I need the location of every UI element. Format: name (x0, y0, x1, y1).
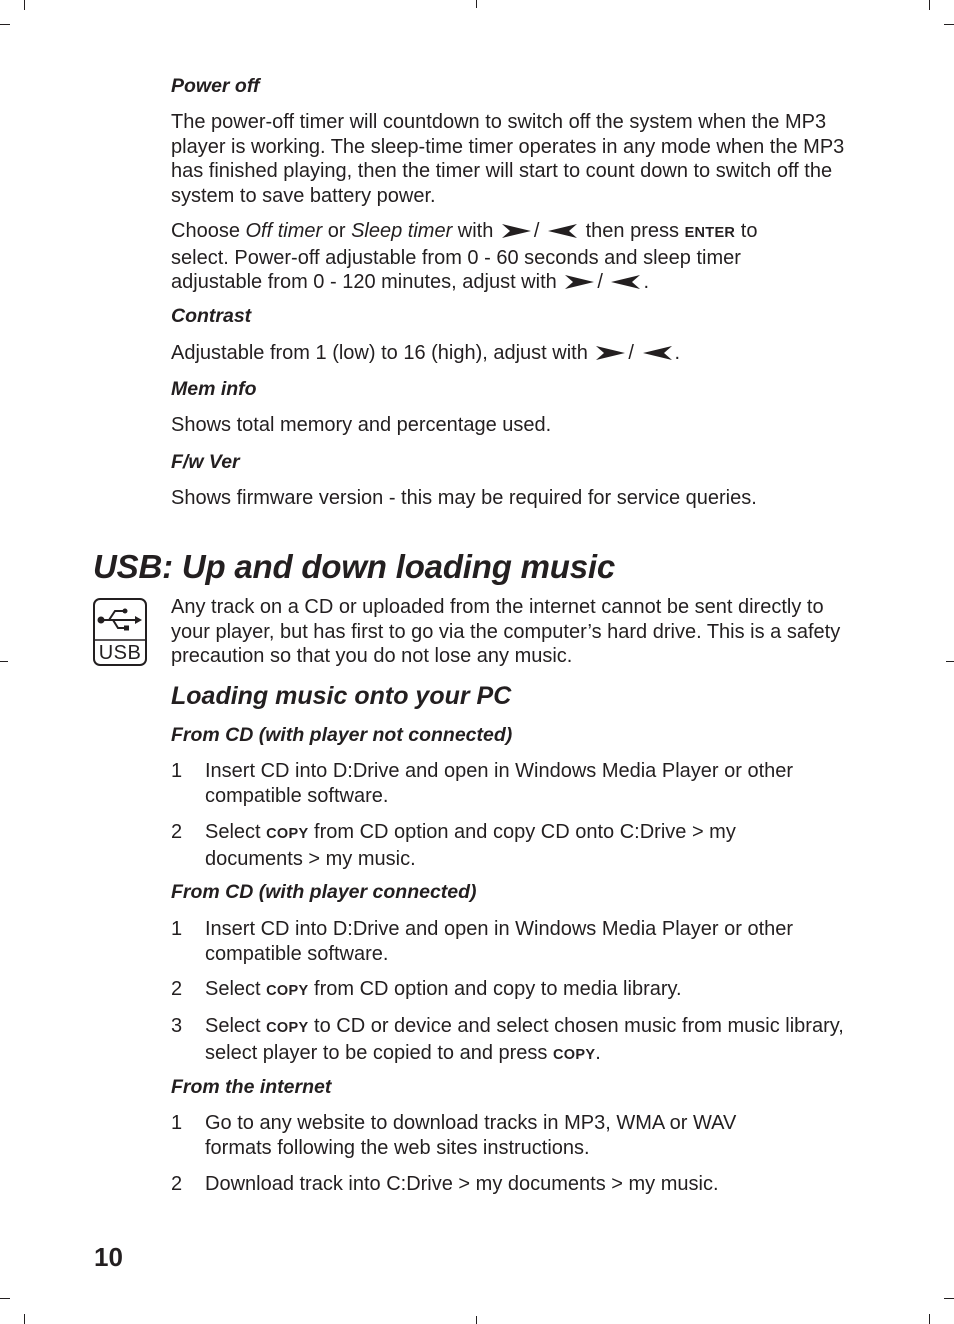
crop-mark (929, 1314, 930, 1324)
from-cd-connected-heading: From CD (with player connected) (171, 881, 477, 903)
step-text (205, 977, 860, 1004)
to-text: to (735, 220, 758, 242)
step-text: Insert CD into D:Drive and open in Windows Media Player or other compatible software. (205, 918, 794, 965)
usb-intro: Any track on a CD or uploaded from the internet cannot be sent directly to your player, but has first to go via the computer’s hard drive. This is a safety precaution so that you do not lose any music. (171, 596, 841, 667)
or-text: or (322, 220, 352, 242)
step-text-post: to CD or device and select chosen music from music library, select player to be copied to and press (205, 1015, 844, 1064)
from-internet-heading: From the internet (171, 1076, 332, 1098)
choose-text: Choose (171, 220, 246, 242)
mem-info-description: Shows total memory and percentage used. (171, 414, 552, 436)
step-text-post: from CD option and copy CD onto C:Drive > my documents > my music. (205, 821, 736, 870)
arrow-right-icon (502, 224, 531, 238)
step-text-pre: Select (205, 821, 267, 843)
crop-mark (476, 1316, 477, 1324)
copy-key-label: COPY (553, 1046, 596, 1063)
step-text: Insert CD into D:Drive and open in Windows Media Player or other compatible software. (205, 760, 794, 807)
step-number: 1 (171, 760, 183, 782)
contrast-heading: Contrast (171, 305, 252, 327)
step-text-pre: Select (205, 1015, 267, 1037)
arrow-right-icon (596, 346, 625, 360)
crop-mark (476, 0, 477, 8)
crop-mark (944, 24, 954, 25)
contrast-description (171, 341, 851, 366)
sleep-timer-text: Sleep timer (351, 220, 453, 242)
page-number: 10 (94, 1242, 123, 1272)
slash-text: / (533, 220, 540, 242)
off-timer-text: Off timer (245, 220, 323, 242)
usb-icon-label: USB (98, 642, 142, 664)
period-text: . (595, 1041, 601, 1064)
fw-ver-heading: F/w Ver (171, 451, 240, 473)
from-cd-not-connected-heading: From CD (with player not connected) (171, 724, 513, 746)
sleep-range-text: adjustable from 0 - 120 minutes, adjust with (171, 271, 557, 293)
crop-mark (0, 661, 8, 662)
usb-section-title: USB: Up and down loading music (93, 548, 616, 585)
crop-mark (946, 661, 954, 662)
copy-key-label: COPY (266, 1020, 309, 1036)
power-off-range-text: select. Power-off adjustable from 0 - 60 seconds and sleep timer (171, 246, 741, 269)
loading-music-heading: Loading music onto your PC (171, 682, 512, 710)
step-text: Go to any website to download tracks in MP3, WMA or WAV formats following the web sites instructions. (205, 1112, 737, 1159)
step-text (205, 1014, 845, 1067)
step-text (205, 820, 825, 871)
crop-mark (929, 0, 930, 10)
arrow-left-icon (643, 346, 672, 360)
mem-info-heading: Mem info (171, 378, 257, 400)
slash-text: / (597, 271, 603, 293)
step-text: Download track into C:Drive > my documents > my music. (205, 1173, 719, 1195)
enter-key-label: ENTER (684, 225, 736, 241)
contrast-text: Adjustable from 1 (low) to 16 (high), adjust with (171, 342, 588, 364)
step-number: 3 (171, 1015, 183, 1037)
step-number: 2 (171, 821, 183, 843)
crop-mark (0, 1298, 10, 1299)
usb-icon (93, 598, 147, 666)
crop-mark (0, 24, 10, 25)
with-text: with (452, 220, 494, 242)
arrow-left-icon (548, 224, 577, 238)
step-number: 2 (171, 1173, 183, 1195)
arrow-right-icon (565, 275, 594, 289)
slash-text: / (628, 342, 634, 364)
crop-mark (24, 0, 25, 10)
step-number: 1 (171, 918, 183, 940)
then-press-text: then press (580, 220, 685, 242)
period-text: . (643, 271, 650, 293)
copy-key-label: COPY (266, 983, 309, 999)
period-text: . (674, 342, 681, 364)
power-off-instructions (171, 219, 851, 295)
fw-ver-description: Shows firmware version - this may be required for service queries. (171, 487, 757, 509)
copy-key-label: COPY (266, 826, 309, 842)
power-off-heading: Power off (171, 75, 260, 97)
crop-mark (944, 1298, 954, 1299)
step-text-pre: Select (205, 978, 267, 1000)
power-off-description: The power-off timer will countdown to switch off the system when the MP3 player is working. The sleep-time timer operates in any mode when the MP3 has finished playing, then the timer will start to count down to switch off the system to save battery power. (171, 111, 845, 207)
step-text-post: from CD option and copy to media library. (308, 978, 682, 1000)
step-number: 1 (171, 1112, 183, 1134)
crop-mark (24, 1314, 25, 1324)
arrow-left-icon (611, 275, 640, 289)
step-number: 2 (171, 978, 183, 1000)
